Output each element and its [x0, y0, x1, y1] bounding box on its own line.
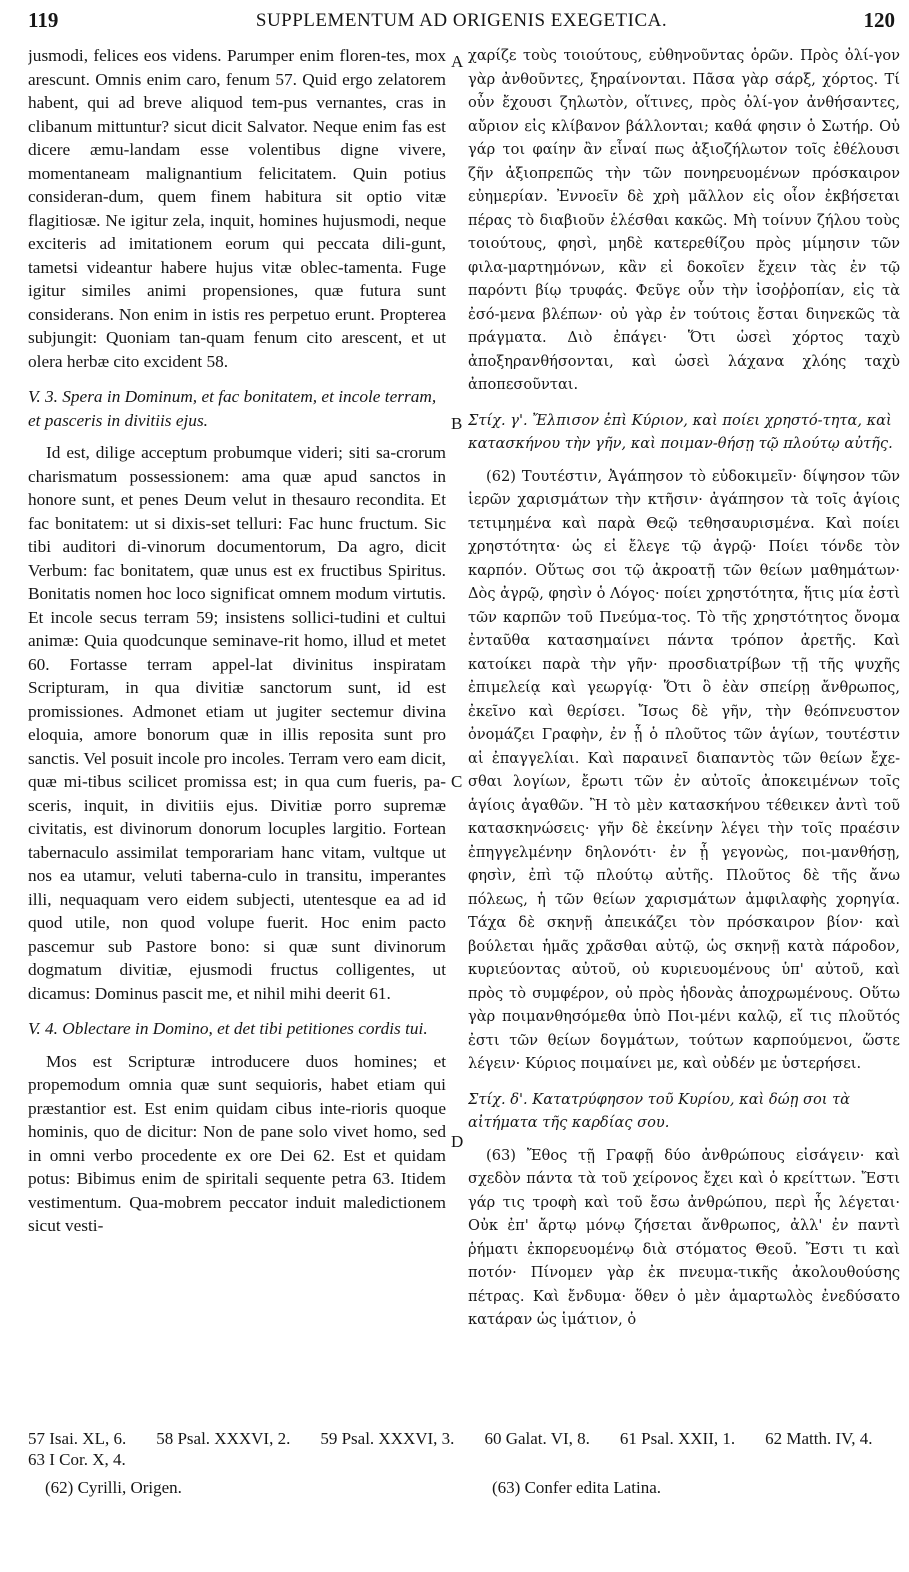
- greek-paragraph-1: χαρίζε τοὺς τοιούτους, εὐθηνοῦντας ὁρῶν. Πρὸς ὀλί-γον γὰρ ἀνθοῦντες, ξηραίνονται. Πᾶσα γὰρ σάρξ, χόρτος. Τί οὖν ἔχουσι ζηλωτὸν, οἵτινες, πρὸς ὀλί-γον ἀνθήσαντες, αὔριον εἰς κλίβανον βάλλονται; καθά φησιν ὁ Σωτήρ. Οὐ γάρ τοι φαίην ἂν εἶναί πως ἀξιοζήλωτον τοῖς ἐθέλουσι ζῆν ἀξιοπρεπῶς τὴν τῶν πονηρευομένων πρόσκαιρον εὐημερίαν. Ἐννοεῖν δὲ χρὴ μᾶλλον εἰς οἷον ἐκβήσεται πέρας τὸ διαβιοῦν ἑλέσθαι κακῶς. Μὴ τοίνυν ζήλου τοὺς τοιούτους, φησὶ, μηδὲ κατερεθίζου πρὸς μίμησιν τῶν φιλα-μαρτημόνων, κἂν εἰ δοκοῖεν ἔχειν τὰς ἐν τῷ παρόντι βίῳ τρυφάς. Φεῦγε οὖν τὴν ἰσοῤῥοπίαν, εἰς τὰ ἐσό-μενα βλέπων· οὐ γὰρ ἐν τούτοις ἔσται διηνεκῶς τὰ πράγματα. Διὸ ἐπάγει· Ὅτι ὡσεὶ χόρτος ταχὺ ἀποξηρανθήσονται, καὶ ὡσεὶ λάχανα χλόης ταχὺ ἀποπεσοῦνται.: [468, 47, 900, 393]
- latin-paragraph-1: jusmodi, felices eos videns. Parumper enim floren-tes, mox arescunt. Omnis enim caro, fenum 57. Quid ergo zelatorem habent, qui ad breve aliquod tem-pus vernantes, cras in clibanum mittuntur? sicut dicit Salvator. Neque enim fas est dicere æmu-landam esse volentibus digne vivere, momentaneam malignantium felicitatem. Quin potius consideran-dum, quem finem habitura sit optio vitæ flagitiosæ. Ne igitur zela, inquit, homines hujusmodi, neque exciteris ad imitationem eorum qui peccata dili-gunt, tametsi videantur habere hujus vitæ oblec-tamenta. Fuge igitur similes animi propensiones, quæ futura sunt considerans. Non enim in istis res perpetuo erunt. Propterea subjungit: Quoniam tan-quam fenum cito arescent, et ut olera herbæ cito excident 58.: [28, 46, 446, 371]
- variant-note-62: (62) Cyrilli, Origen.: [45, 1478, 182, 1497]
- footnote-62: 62 Matth. IV, 4.: [765, 1429, 873, 1448]
- margin-letter-c: C: [451, 772, 463, 791]
- greek-column: [468, 44, 900, 1419]
- footnote-58: 58 Psal. XXXVI, 2.: [156, 1429, 291, 1448]
- page-header: [28, 8, 895, 38]
- variant-note-63: (63) Confer edita Latina.: [492, 1478, 661, 1497]
- greek-paragraph-3: (63) Ἔθος τῇ Γραφῇ δύο ἀνθρώπους εἰσάγειν· καὶ σχεδὸν πάντα τὰ τοῦ χείρονος ἔχει καὶ ὁ κρείττων. Ἔστι γάρ τις τροφὴ καὶ τοῦ ἔσω ἀνθρώπου, περὶ ἧς λέγεται· Οὐκ ἐπ' ἄρτῳ μόνῳ ζήσεται ἄνθρωπος, ἀλλ' ἐν παντὶ ῥήματι ἐκπορευομένῳ διὰ στόματος Θεοῦ. Ἔστι τι καὶ ποτόν· Πίνομεν γὰρ ἐκ πνευμα-τικῆς ἀκολουθούσης πέτρας. Καὶ ἔνδυμα· ὅθεν ὁ μὲν ἁμαρτωλὸς ἐνεδύσατο κατάραν ὡς ἱμάτιον, ὁ: [468, 1146, 900, 1328]
- running-title: SUPPLEMENTUM AD ORIGENIS EXEGETICA.: [255, 10, 668, 31]
- latin-verse-4-heading: V. 4. Oblectare in Domino, et det tibi petitiones cordis tui.: [28, 1019, 428, 1038]
- latin-column: [28, 44, 446, 1419]
- latin-paragraph-3: Mos est Scripturæ introducere duos homines; et propemodum omnia quæ sunt sequioris, habet etiam qui præstantior est. Est enim quidam cibus inte-rioris quoque hominis, quo de dicitur: Non de pane solo vivet homo, sed in omni verbo procedente ex ore Dei 62. Est et quidam potus: Bibimus enim de spiritali sequente petra 63. Itidem vestimentum. Qua-mobrem peccator induit maledictionem sicut vesti-: [28, 1051, 446, 1235]
- margin-letter-a: A: [451, 52, 464, 71]
- margin-letter-b: B: [451, 414, 463, 433]
- footnote-63: 63 I Cor. X, 4.: [28, 1450, 126, 1469]
- margin-letter-d: D: [451, 1132, 464, 1151]
- footnote-57: 57 Isai. XL, 6.: [28, 1429, 127, 1448]
- footnote-60: 60 Galat. VI, 8.: [484, 1429, 590, 1448]
- latin-paragraph-2: Id est, dilige acceptum probumque videri; siti sa-crorum charismatum possessionem: ama quæ apud sanctos in honore sunt, et penes Deum velut in thesauro recondita. Et fac bonitatem: ut si dixis-set telluri: Fac hunc fructum. Sic tibi auditori di-vinorum documentorum, Da agro, dicit Verbum: fac bonitatem, quæ unus est ex fructibus Spiritus. Bonitatis nomen hoc loco significat omnem modum virtutis. Et incole secus terram 59; insistens sollici-tudini et cultui animæ: Quia quodcunque seminave-rit homo, illud et metet 60. Fortasse terram appel-lat divinitus inspiratam Scripturam, in qua divitiæ sanctorum sunt, id est promissiones. Admonet etiam ut jugiter sectemur divina eloquia, amore bonorum quæ in illis reposita sunt pro sanctis. Vel posuit incole pro incoles. Terram vero eam dicit, quæ mi-tibus scilicet promissa est; in qua cum fueris, pa-sceris, inquit, in divitiis ejus. Divitiæ porro supremæ civitatis, est divinorum donorum locuples largitio. Fortean tabernaculo assimilat temporariam hanc vitam, vultque ut nos ea utamur, veluti taberna-culo in transitu, imperantes illi, nequaquam vero eidem subjecti, utentesque ea ad id quod utile, non quod volupe fuerit. Hoc enim pacto pascemur sub Pastore bono: si quæ sunt divinorum dogmatum divitiæ, ejusmodi fructus colligentes, ut dicamus: Dominus pascit me, et nihil mihi deerit 61.: [28, 443, 446, 1003]
- footnote-59: 59 Psal. XXXVI, 3.: [320, 1429, 455, 1448]
- greek-verse-3-heading: Στίχ. γ'. Ἔλπισον ἐπὶ Κύριον, καὶ ποίει χρηστό-τητα, καὶ κατασκήνου τὴν γῆν, καὶ ποιμαν-θήσῃ τῷ πλούτῳ αὐτῆς.: [468, 411, 893, 452]
- page-number-right: 120: [863, 8, 895, 32]
- latin-verse-3-heading: V. 3. Spera in Dominum, et fac bonitatem, et incole terram, et pasceris in divitiis ejus.: [28, 387, 437, 430]
- greek-verse-4-heading: Στίχ. δ'. Κατατρύφησον τοῦ Κυρίου, καὶ δώῃ σοι τὰ αἰτήματα τῆς καρδίας σου.: [468, 1090, 851, 1131]
- page-number-left: 119: [28, 8, 59, 32]
- footnote-61: 61 Psal. XXII, 1.: [619, 1429, 736, 1448]
- footnotes: [28, 1428, 897, 1470]
- greek-paragraph-2: (62) Τουτέστιν, Ἀγάπησον τὸ εὐδοκιμεῖν· δίψησον τῶν ἱερῶν χαρισμάτων τὴν κτῆσιν· ἀγάπησον τὰ τοῖς ἁγίοις τετιμημένα καὶ παρὰ Θεῷ τεθησαυρισμένα. Καὶ ποίει χρηστότητα· ὡς εἰ ἔλεγε τῷ ἀγρῷ· Ποίει τόνδε τὸν καρπόν. Οὕτως σοι τῷ ἀκροατῇ τῶν θείων μαθημάτων· Δὸς ἀγρῷ, φησὶν ὁ Λόγος· ποίει χρηστότητα, ἥτις μία ἐστὶ τῶν καρπῶν τοῦ Πνεύμα-τος. Τὸ τῆς χρηστότητος ὄνομα ἐνταῦθα κατασημαίνει πάντα τρόπον ἀρετῆς. Καὶ κατοίκει παρὰ τὴν γῆν· προσδιατρίβων τῇ τῆς ψυχῆς ἐπιμελείᾳ καὶ γεωργίᾳ· Ὅτι ὃ ἐὰν σπείρῃ ἄνθρωπος, ἐκεῖνο καὶ θερίσει. Ἴσως δὲ γῆν, τὴν θεόπνευστον ὀνομάζει Γραφὴν, ἐν ᾗ ὁ πλοῦτος τῶν ἁγίων, τουτέστιν αἱ ἐπαγγελίαι. Καὶ παραινεῖ διαπαντὸς τῶν θείων ἔχε-σθαι λογίων, ἔρωτι τῶν ἐν αὐτοῖς ἀποκειμένων τοῖς ἁγίοις ἀγαθῶν. Ἢ τὸ μὲν κατασκήνου τέθεικεν ἀντὶ τοῦ κατασκηνώσεις· γῆν δὲ ἐκείνην λέγει τὴν τοῖς πραέσιν ἐπηγγελμένην δηλονότι· ἐν ᾗ γεγονὼς, ποι-μανθήσῃ, φησὶν, ἐπὶ τῷ πλούτῳ αὐτῆς. Πλοῦτος δὲ τῆς ἄνω πόλεως, ἡ τῶν θείων χαρισμάτων ἀμφιλαφὴς χορηγία. Τάχα δὲ σκηνῇ ἀπεικάζει τὸν πρόσκαιρον βίον· καὶ βούλεται ἡμᾶς χρᾶσθαι αὐτῷ, ὡς σκηνῇ κατὰ πάροδον, κυριεύοντας αὐτοῦ, οὐ κυριευομένους ὑπ' αὐτοῦ, καὶ πρὸς τὸ συμφέρον, οὐ πρὸς ἡδονὰς ἀποχρωμένους. Οὕτω γὰρ ποιμανθησόμεθα ὑπὸ Ποι-μένι καλῷ, εἴ τις πλοῦτός ἐστι τῶν θείων δογμάτων, τούτων καρπούμενοι, ὥστε λέγειν· Κύριος ποιμαίνει με, καὶ οὐδέν με ὑστερήσει.: [468, 467, 900, 1072]
- margin-section-letters: [449, 44, 467, 1424]
